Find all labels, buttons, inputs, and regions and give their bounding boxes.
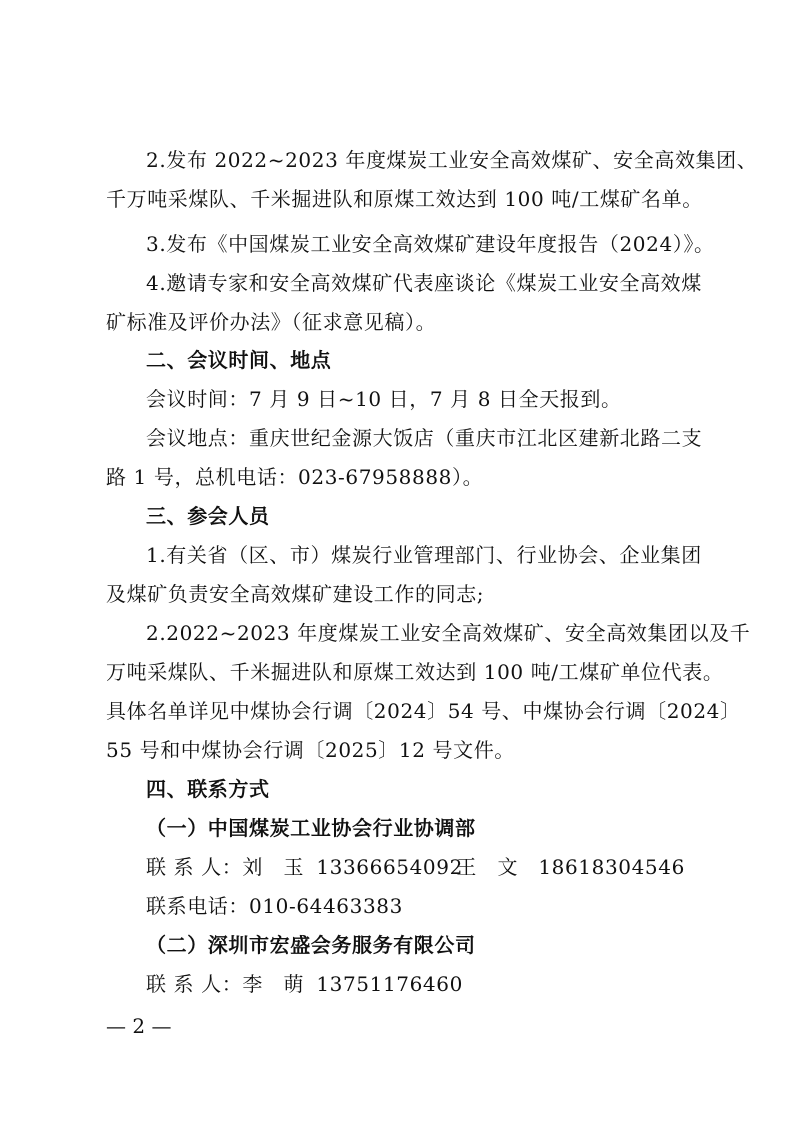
page-number: — 2 — — [106, 1014, 172, 1038]
item-4-line-1: 4.邀请专家和安全高效煤矿代表座谈论《煤炭工业安全高效煤 — [146, 271, 702, 295]
contact-1-heading: （一）中国煤炭工业协会行业协调部 — [146, 816, 476, 840]
section-4-heading: 四、联系方式 — [146, 777, 270, 801]
attendee-2-line-4: 55 号和中煤协会行调〔2025〕12 号文件。 — [106, 738, 515, 762]
meeting-place-line-1: 会议地点：重庆世纪金源大饭店（重庆市江北区建新北路二支 — [146, 426, 703, 450]
contact-1-label: 联 系 人： — [146, 855, 243, 879]
attendee-1-line-1: 1.有关省（区、市）煤炭行业管理部门、行业协会、企业集团 — [146, 543, 702, 567]
item-2-line-1: 2.发布 2022~2023 年度煤炭工业安全高效煤矿、安全高效集团、 — [146, 148, 758, 172]
contact-1-persons — [146, 854, 685, 880]
attendee-2-line-2: 万吨采煤队、千米掘进队和原煤工效达到 100 吨/工煤矿单位代表。 — [106, 660, 724, 684]
contact-2-person-1-name: 李 萌 — [242, 972, 305, 996]
meeting-time: 会议时间：7 月 9 日~10 日，7 月 8 日全天报到。 — [146, 387, 622, 411]
contact-2-heading: （二）深圳市宏盛会务服务有限公司 — [146, 933, 476, 957]
meeting-place-line-2: 路 1 号，总机电话：023-67958888）。 — [106, 465, 484, 489]
item-4-line-2: 矿标准及评价办法》（征求意见稿）。 — [106, 310, 437, 334]
contact-2-label: 联 系 人： — [146, 972, 243, 996]
contact-1-person-1-phone: 13366654092 — [316, 855, 463, 879]
attendee-2-line-3: 具体名单详见中煤协会行调〔2024〕54 号、中煤协会行调〔2024〕 — [106, 699, 741, 723]
contact-2-person-1-phone: 13751176460 — [316, 972, 463, 996]
attendee-1-line-2: 及煤矿负责安全高效煤矿建设工作的同志; — [106, 582, 485, 606]
contact-1-person-2-phone: 18618304546 — [538, 855, 685, 879]
attendee-2-line-1: 2.2022~2023 年度煤炭工业安全高效煤矿、安全高效集团以及千 — [146, 621, 751, 645]
item-3: 3.发布《中国煤炭工业安全高效煤矿建设年度报告（2024）》。 — [146, 232, 715, 256]
contact-1-person-2-name: 王 文 — [456, 855, 519, 879]
item-2-line-2: 千万吨采煤队、千米掘进队和原煤工效达到 100 吨/工煤矿名单。 — [106, 187, 703, 211]
contact-1-person-1-name: 刘 玉 — [242, 855, 305, 879]
section-2-heading: 二、会议时间、地点 — [146, 348, 332, 372]
contact-1-tel: 联系电话：010-64463383 — [146, 894, 403, 918]
contact-2-persons — [146, 971, 463, 997]
section-3-heading: 三、参会人员 — [146, 504, 270, 528]
